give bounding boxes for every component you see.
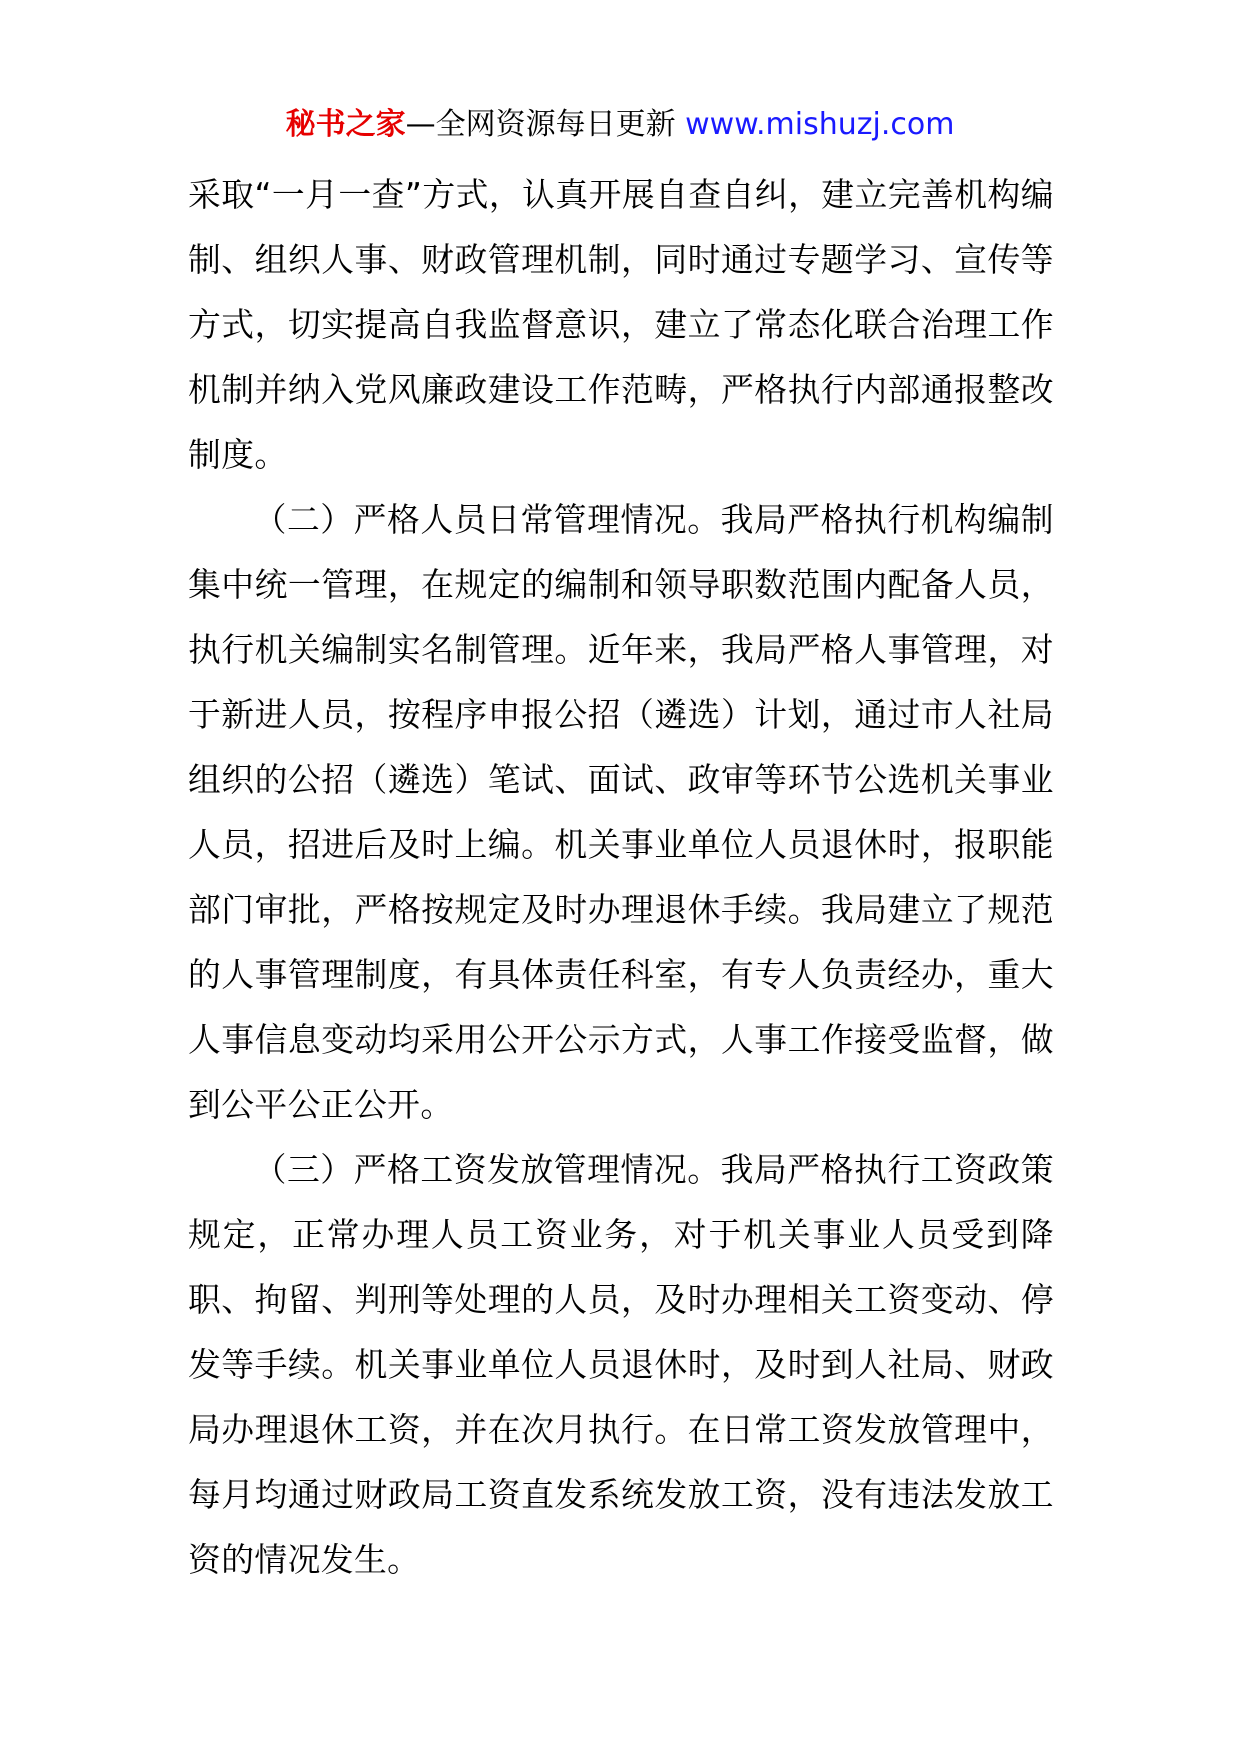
- site-url-link[interactable]: www.mishuzj.com: [685, 107, 955, 142]
- site-header: [0, 103, 1240, 147]
- site-brand: 秘书之家: [285, 107, 406, 142]
- document-body: [188, 163, 1054, 1593]
- site-tagline: —全网资源每日更新: [405, 107, 686, 142]
- paragraph-personnel-management: （二）严格人员日常管理情况。我局严格执行机构编制集中统一管理，在规定的编制和领导职数范围内配备人员，执行机关编制实名制管理。近年来，我局严格人事管理，对于新进人员，按程序申报公招（遴选）计划，通过市人社局组织的公招（遴选）笔试、面试、政审等环节公选机关事业人员，招进后及时上编。机关事业单位人员退休时，报职能部门审批，严格按规定及时办理退休手续。我局建立了规范的人事管理制度，有具体责任科室，有专人负责经办，重大人事信息变动均采用公开公示方式，人事工作接受监督，做到公平公正公开。: [188, 501, 1054, 1124]
- paragraph-continued: 采取“一月一查”方式，认真开展自查自纠，建立完善机构编制、组织人事、财政管理机制，同时通过专题学习、宣传等方式，切实提高自我监督意识，建立了常态化联合治理工作机制并纳入党风廉政建设工作范畴，严格执行内部通报整改制度。: [188, 176, 1054, 474]
- paragraph-salary-management: （三）严格工资发放管理情况。我局严格执行工资政策规定，正常办理人员工资业务，对于机关事业人员受到降职、拘留、判刑等处理的人员，及时办理相关工资变动、停发等手续。机关事业单位人员退休时，及时到人社局、财政局办理退休工资，并在次月执行。在日常工资发放管理中，每月均通过财政局工资直发系统发放工资，没有违法发放工资的情况发生。: [188, 1151, 1054, 1579]
